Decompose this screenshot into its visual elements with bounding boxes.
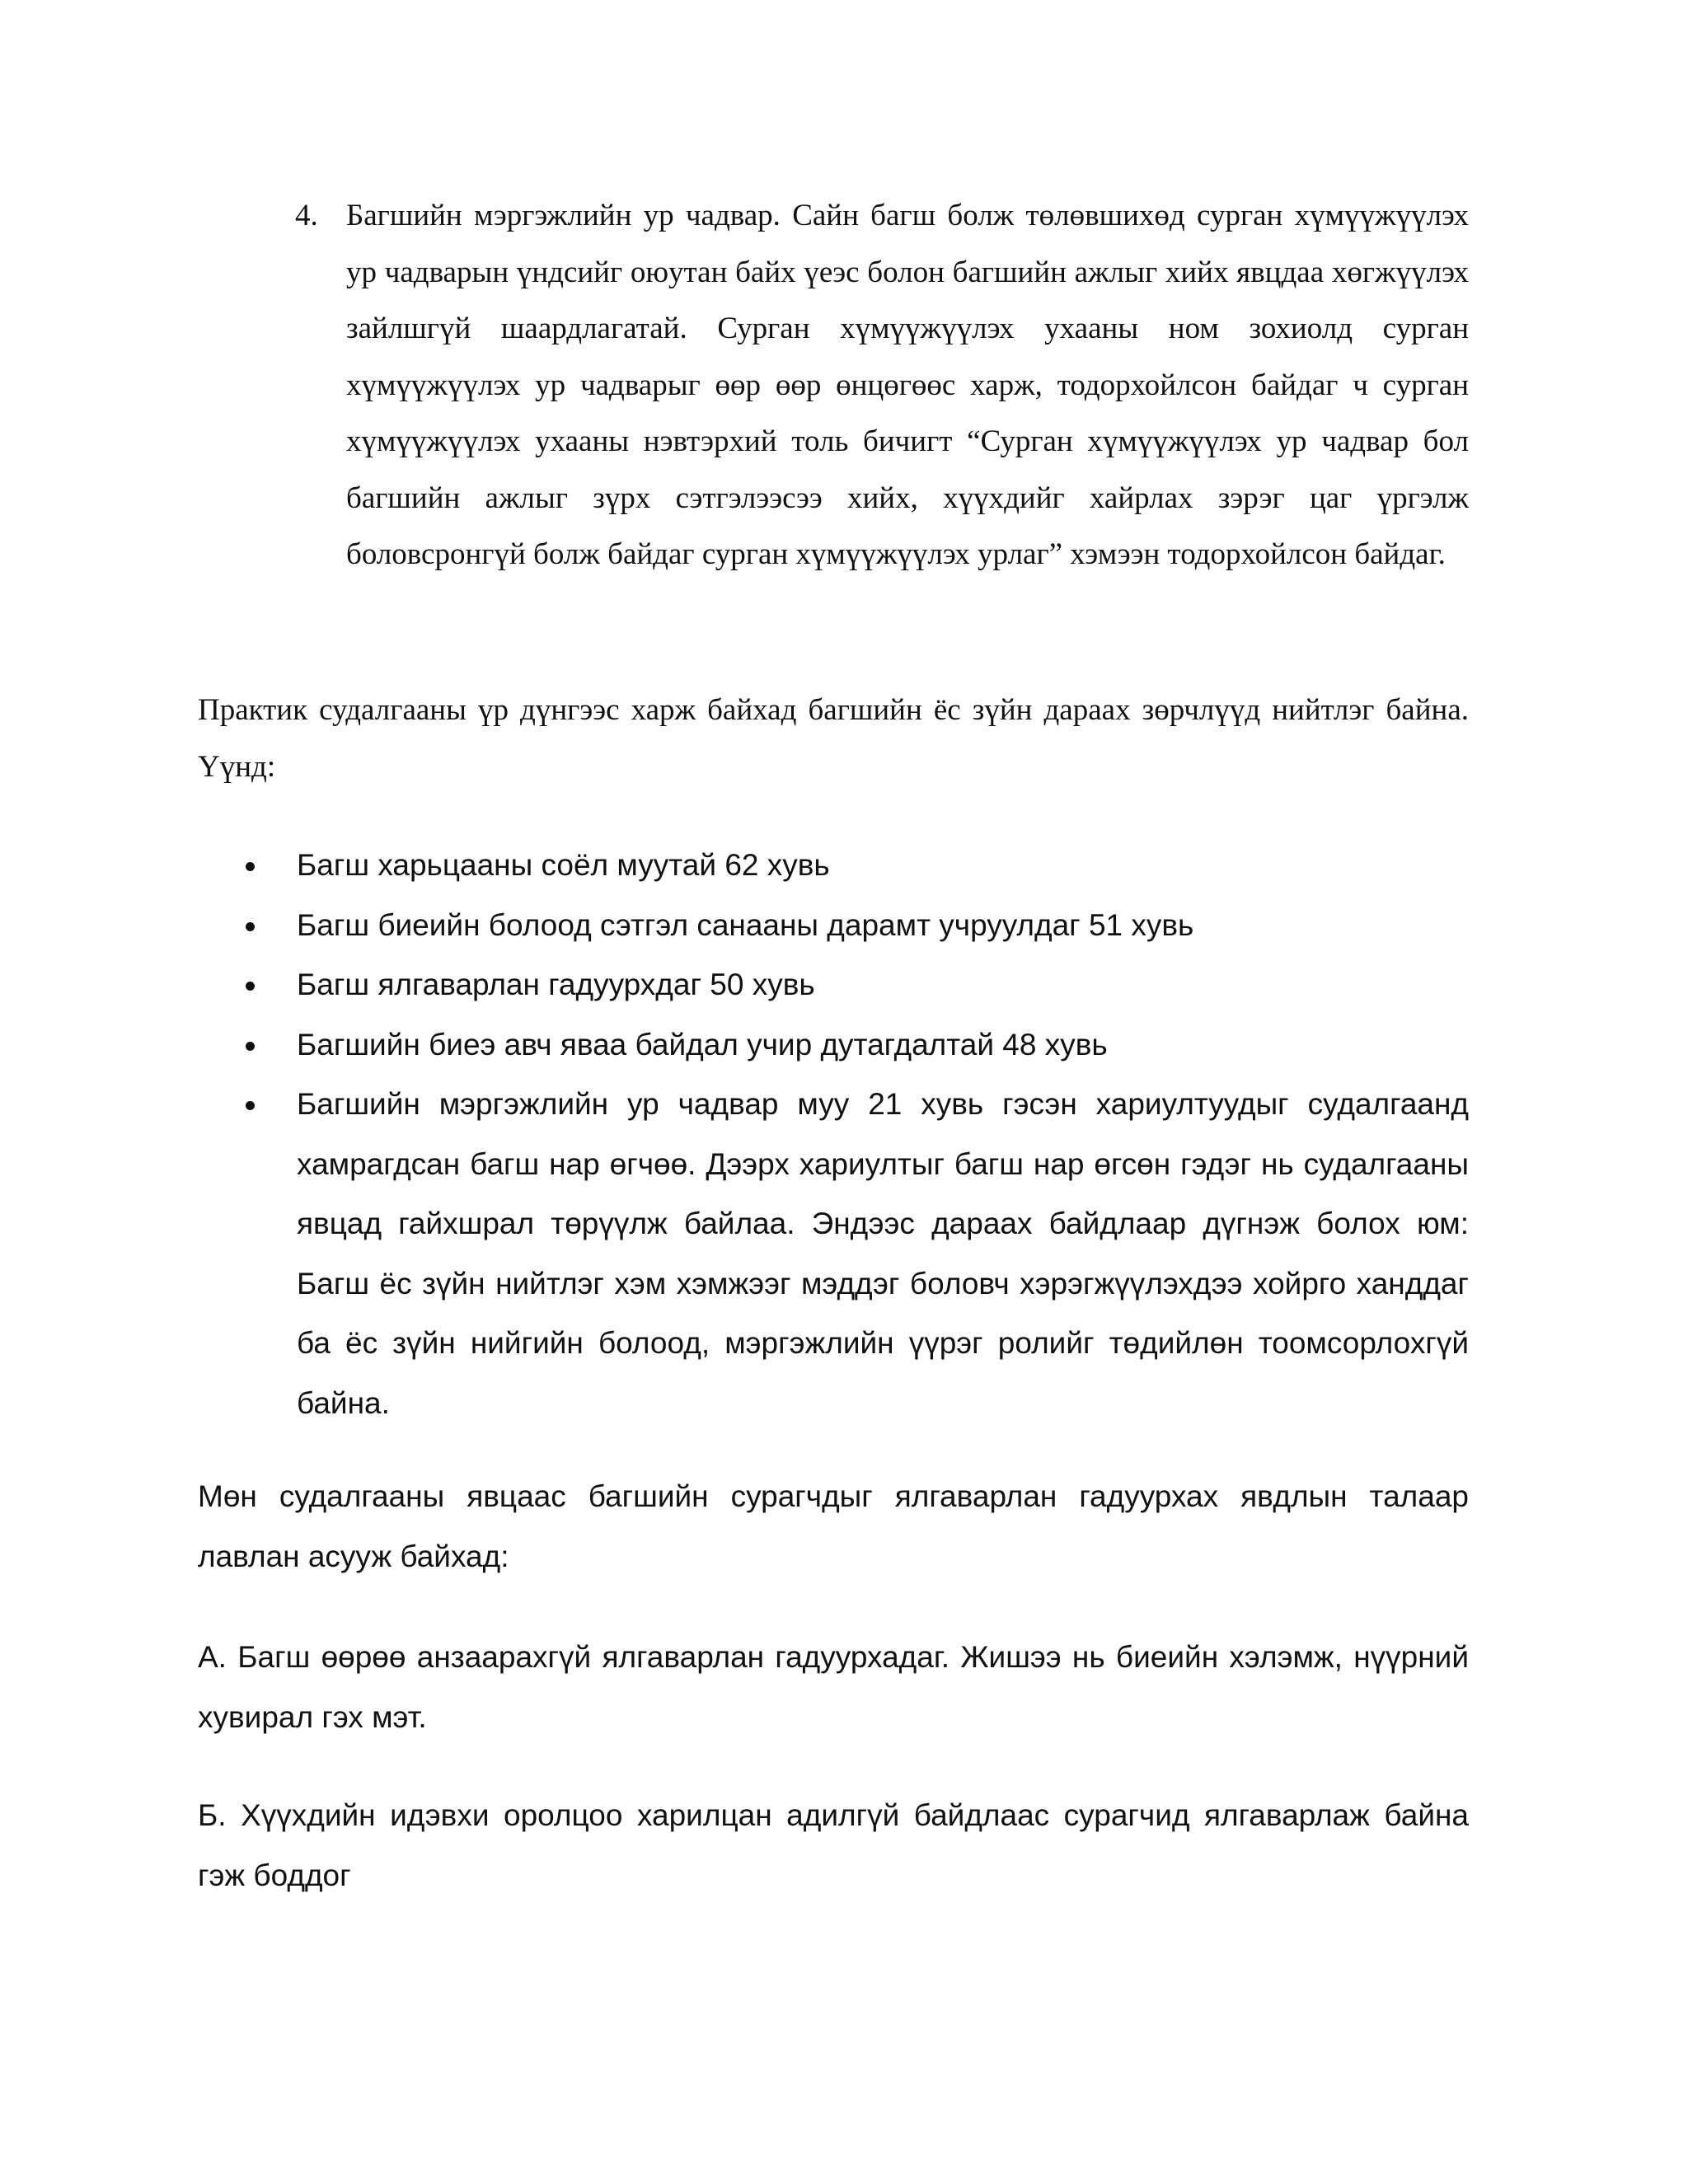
bullet-item	[198, 955, 1469, 1015]
bullet-dot-icon	[246, 862, 255, 871]
bullet-text: Багш ялгаварлан гадуурхдаг 50 хувь	[297, 968, 815, 1001]
paragraph-a: А. Багш өөрөө анзаарахгүй ялгаварлан гадуурхадаг. Жишээ нь биеийн хэлэмж, нүүрний хувирал гэх мэт.	[198, 1640, 1469, 1734]
bullet-item	[198, 1075, 1469, 1433]
bullet-dot-icon	[246, 1042, 255, 1051]
list-number: 4.	[295, 199, 318, 232]
paragraph-b: Б. Хүүхдийн идэвхи оролцоо харилцан адилгүй байдлаас сурагчид ялгаварлаж байна гэж боддог	[198, 1798, 1469, 1892]
bullet-text: Багшийн мэргэжлийн ур чадвар муу 21 хувь гэсэн хариултуудыг судалгаанд хамрагдсан багш нар өгчөө. Дээрх хариултыг багш нар өгсөн гэдэг нь судалгааны явцад гайхшрал төрүүлж байлаа. Эндээс дараах байдлаар дүгнэж болох юм: Багш ёс зүйн нийтлэг хэм хэмжээг мэддэг боловч хэрэгжүүлэхдээ хойрго ханддаг ба ёс зүйн нийгийн болоод, мэргэжлийн үүрэг ролийг төдийлөн тоомсорлохгүй байна.	[297, 1087, 1469, 1420]
bullet-text: Багш биеийн болоод сэтгэл санааны дарамт учруулдаг 51 хувь	[297, 907, 1194, 942]
bullet-dot-icon	[246, 1101, 255, 1110]
bullet-item	[198, 896, 1469, 956]
bullet-dot-icon	[246, 982, 255, 991]
bullet-text: Багш харьцааны соёл муутай 62 хувь	[297, 848, 830, 882]
bullet-item	[198, 836, 1469, 896]
bullet-item	[198, 1015, 1469, 1076]
intro-paragraph: Практик судалгааны үр дүнгээс харж байхад багшийн ёс зүйн дараах зөрчлүүд нийтлэг байна. Үүнд:	[198, 693, 1469, 784]
survey-paragraph: Мөн судалгааны явцаас багшийн сурагчдыг ялгаварлан гадуурхах явдлын талаар лавлан асууж байхад:	[198, 1479, 1469, 1573]
bullet-list	[198, 836, 1469, 1433]
bullet-dot-icon	[246, 922, 255, 931]
numbered-item-text: Багшийн мэргэжлийн ур чадвар. Сайн багш болж төлөвшихөд сурган хүмүүжүүлэх ур чадварын үндсийг оюутан байх үеэс болон багшийн ажлыг хийх явцдаа хөгжүүлэх зайлшгүй шаардлагатай. Сурган хүмүүжүүлэх ухааны ном зохиолд сурган хүмүүжүүлэх ур чадварыг өөр өөр өнцөгөөс харж, тодорхойлсон байдаг ч сурган хүмүүжүүлэх ухааны нэвтэрхий толь бичигт “Сурган хүмүүжүүлэх ур чадвар бол багшийн ажлыг зүрх сэтгэлээсээ хийх, хүүхдийг хайрлах зэрэг цаг үргэлж боловсронгүй болж байдаг сурган хүмүүжүүлэх урлаг” хэмээн тодорхойлсон байдаг.	[346, 199, 1469, 571]
bullet-text: Багшийн биеэ авч яваа байдал учир дутагдалтай 48 хувь	[297, 1027, 1108, 1062]
numbered-list-item	[295, 188, 1469, 583]
